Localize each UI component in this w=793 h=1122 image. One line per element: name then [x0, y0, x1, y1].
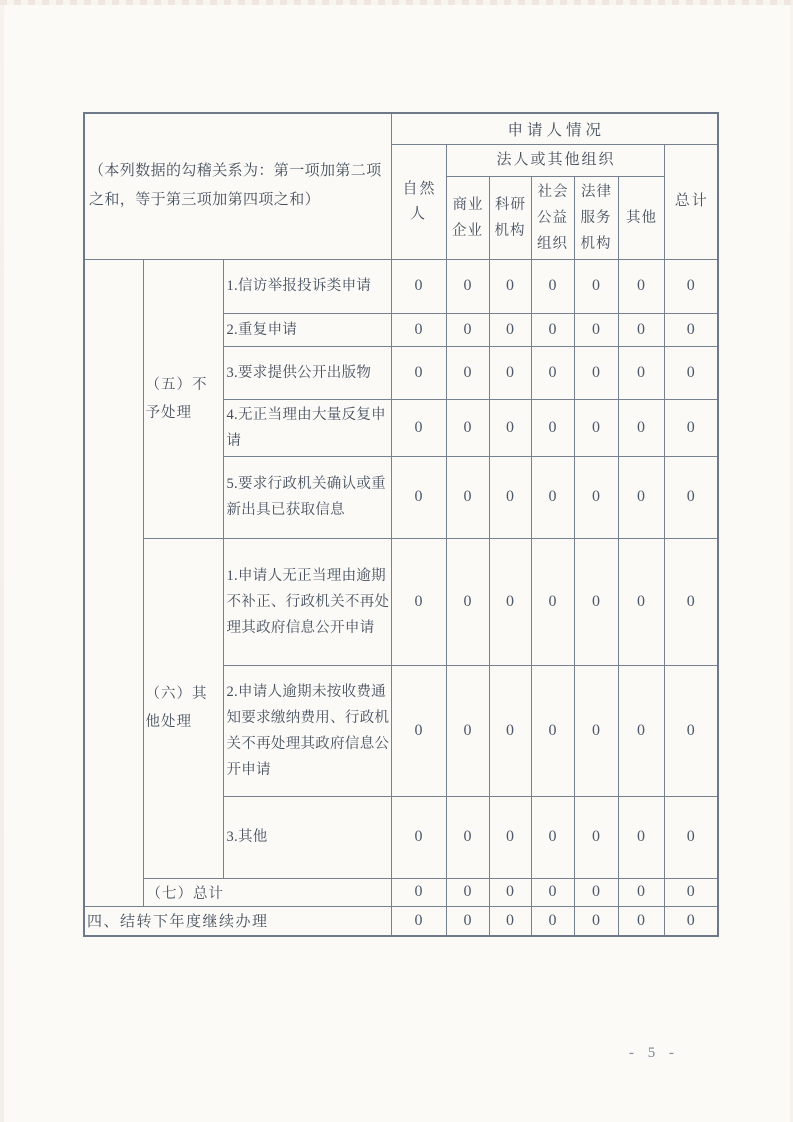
table-row [84, 259, 718, 313]
value-cell: 0 [391, 456, 446, 538]
section-six-label: （六）其他处理 [143, 538, 223, 878]
header-applicant-group: 申请人情况 [391, 113, 718, 144]
value-cell: 0 [489, 259, 531, 313]
value-cell: 0 [618, 665, 664, 796]
value-cell: 0 [531, 399, 574, 456]
value-cell: 0 [446, 796, 489, 878]
scan-artifact-top [0, 0, 793, 5]
header-total: 总计 [664, 144, 718, 259]
value-cell: 0 [446, 906, 489, 936]
value-cell: 0 [531, 346, 574, 399]
header-org-commercial: 商业企业 [446, 176, 489, 259]
item-label-cell: 3.其他 [223, 796, 391, 878]
value-cell: 0 [618, 456, 664, 538]
header-org-legal-service: 法律服务机构 [574, 176, 618, 259]
value-cell: 0 [446, 878, 489, 906]
header-org-public-welfare: 社会公益组织 [531, 176, 574, 259]
value-cell: 0 [664, 346, 718, 399]
item-label-cell: 2.申请人逾期未按收费通知要求缴纳费用、行政机关不再处理其政府信息公开申请 [223, 665, 391, 796]
value-cell: 0 [574, 538, 618, 665]
value-cell: 0 [446, 313, 489, 346]
header-legal-org-group: 法人或其他组织 [446, 144, 664, 176]
value-cell: 0 [574, 313, 618, 346]
value-cell: 0 [574, 878, 618, 906]
value-cell: 0 [489, 665, 531, 796]
item-label-cell: 3.要求提供公开出版物 [223, 346, 391, 399]
value-cell: 0 [531, 259, 574, 313]
value-cell: 0 [531, 665, 574, 796]
value-cell: 0 [446, 665, 489, 796]
value-cell: 0 [618, 538, 664, 665]
value-cell: 0 [574, 456, 618, 538]
value-cell: 0 [664, 259, 718, 313]
value-cell: 0 [618, 796, 664, 878]
value-cell: 0 [446, 456, 489, 538]
value-cell: 0 [446, 399, 489, 456]
value-cell: 0 [664, 796, 718, 878]
value-cell: 0 [391, 538, 446, 665]
value-cell: 0 [531, 313, 574, 346]
value-cell: 0 [618, 346, 664, 399]
reconciliation-note: （本列数据的勾稽关系为：第一项加第二项之和，等于第三项加第四项之和） [84, 113, 391, 259]
header-row-1 [84, 113, 718, 144]
item-label-cell: 2.重复申请 [223, 313, 391, 346]
value-cell: 0 [618, 259, 664, 313]
value-cell: 0 [531, 538, 574, 665]
value-cell: 0 [446, 538, 489, 665]
value-cell: 0 [574, 399, 618, 456]
value-cell: 0 [391, 313, 446, 346]
header-org-other: 其他 [618, 176, 664, 259]
value-cell: 0 [574, 346, 618, 399]
section-seven-total-label: （七）总计 [143, 878, 391, 906]
value-cell: 0 [618, 906, 664, 936]
statistics-table [83, 112, 719, 937]
item-label-cell: 5.要求行政机关确认或重新出具已获取信息 [223, 456, 391, 538]
value-cell: 0 [531, 878, 574, 906]
value-cell: 0 [531, 796, 574, 878]
value-cell: 0 [391, 259, 446, 313]
value-cell: 0 [391, 399, 446, 456]
value-cell: 0 [531, 906, 574, 936]
value-cell: 0 [489, 313, 531, 346]
value-cell: 0 [489, 878, 531, 906]
header-org-research: 科研机构 [489, 176, 531, 259]
table-row [84, 906, 718, 936]
value-cell: 0 [489, 456, 531, 538]
value-cell: 0 [574, 796, 618, 878]
value-cell: 0 [446, 346, 489, 399]
scan-artifact-left [0, 0, 4, 1122]
value-cell: 0 [489, 538, 531, 665]
value-cell: 0 [391, 878, 446, 906]
value-cell: 0 [489, 346, 531, 399]
page-number: - 5 - [629, 1045, 679, 1061]
value-cell: 0 [489, 796, 531, 878]
value-cell: 0 [664, 313, 718, 346]
value-cell: 0 [391, 346, 446, 399]
value-cell: 0 [664, 906, 718, 936]
item-label-cell: 4.无正当理由大量反复申请 [223, 399, 391, 456]
value-cell: 0 [489, 906, 531, 936]
value-cell: 0 [574, 906, 618, 936]
item-label-cell: 1.信访举报投诉类申请 [223, 259, 391, 313]
value-cell: 0 [574, 665, 618, 796]
value-cell: 0 [664, 878, 718, 906]
header-natural-person: 自然人 [391, 144, 446, 259]
table-row [84, 538, 718, 665]
value-cell: 0 [618, 313, 664, 346]
value-cell: 0 [664, 665, 718, 796]
value-cell: 0 [618, 878, 664, 906]
value-cell: 0 [391, 906, 446, 936]
item-label-cell: 1.申请人无正当理由逾期不补正、行政机关不再处理其政府信息公开申请 [223, 538, 391, 665]
value-cell: 0 [664, 538, 718, 665]
carryover-row-label: 四、结转下年度继续办理 [84, 906, 391, 936]
value-cell: 0 [531, 456, 574, 538]
value-cell: 0 [446, 259, 489, 313]
section-five-label: （五）不予处理 [143, 259, 223, 538]
value-cell: 0 [574, 259, 618, 313]
value-cell: 0 [391, 796, 446, 878]
value-cell: 0 [664, 456, 718, 538]
value-cell: 0 [618, 399, 664, 456]
table-row [84, 878, 718, 906]
left-spanner-cell [84, 259, 143, 906]
value-cell: 0 [391, 665, 446, 796]
value-cell: 0 [489, 399, 531, 456]
value-cell: 0 [664, 399, 718, 456]
